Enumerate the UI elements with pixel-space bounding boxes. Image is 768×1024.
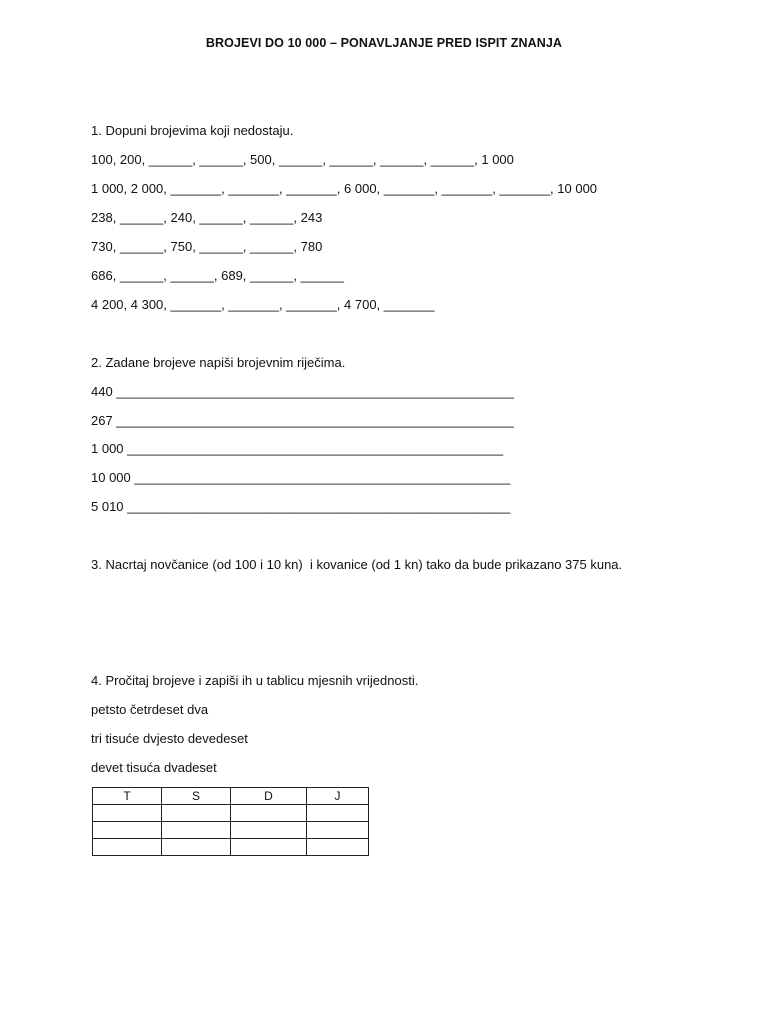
table-cell[interactable] <box>307 822 369 839</box>
task1-row: 1 000, 2 000, _______, _______, _______, 6 000, _______, _______, _______, 10 000 <box>91 181 598 196</box>
table-cell[interactable] <box>93 822 162 839</box>
table-cell[interactable] <box>162 839 231 856</box>
task1-heading: 1. Dopuni brojevima koji nedostaju. <box>91 123 294 138</box>
table-cell[interactable] <box>93 805 162 822</box>
task4-row: petsto četrdeset dva <box>91 702 209 717</box>
task1-row: 686, ______, ______, 689, ______, ______ <box>91 268 345 283</box>
table-cell[interactable] <box>307 805 369 822</box>
task4-row: devet tisuća dvadeset <box>91 760 217 775</box>
task3-heading: 3. Nacrtaj novčanice (od 100 i 10 kn) i kovanice (od 1 kn) tako da bude prikazano 375 kuna. <box>91 557 623 572</box>
page-title: BROJEVI DO 10 000 – PONAVLJANJE PRED ISPIT ZNANJA <box>205 36 563 50</box>
header-ones: J <box>307 788 369 805</box>
table-cell[interactable] <box>93 839 162 856</box>
task4-row: tri tisuće dvjesto devedeset <box>91 731 248 746</box>
task2-row: 5 010 _____________________________________________________ <box>91 499 511 514</box>
table-cell[interactable] <box>231 822 307 839</box>
table-cell[interactable] <box>162 805 231 822</box>
table-row <box>93 839 369 856</box>
header-tens: D <box>231 788 307 805</box>
task4-heading: 4. Pročitaj brojeve i zapiši ih u tablicu mjesnih vrijednosti. <box>91 673 419 688</box>
task2-row: 10 000 ____________________________________________________ <box>91 470 511 485</box>
place-value-table <box>92 787 369 856</box>
table-cell[interactable] <box>231 805 307 822</box>
table-cell[interactable] <box>162 822 231 839</box>
table-header-row <box>93 788 369 805</box>
task1-row: 730, ______, 750, ______, ______, 780 <box>91 239 323 254</box>
header-hundreds: S <box>162 788 231 805</box>
task2-row: 1 000 ____________________________________________________ <box>91 441 504 456</box>
task2-heading: 2. Zadane brojeve napiši brojevnim riječima. <box>91 355 346 370</box>
task2-row: 440 _______________________________________________________ <box>91 384 514 399</box>
task1-row: 4 200, 4 300, _______, _______, _______, 4 700, _______ <box>91 297 435 312</box>
table-cell[interactable] <box>307 839 369 856</box>
task1-row: 238, ______, 240, ______, ______, 243 <box>91 210 323 225</box>
table-row <box>93 805 369 822</box>
header-thousands: T <box>93 788 162 805</box>
table-row <box>93 822 369 839</box>
task1-row: 100, 200, ______, ______, 500, ______, ______, ______, ______, 1 000 <box>91 152 514 167</box>
task2-row: 267 _______________________________________________________ <box>91 413 514 428</box>
table-cell[interactable] <box>231 839 307 856</box>
